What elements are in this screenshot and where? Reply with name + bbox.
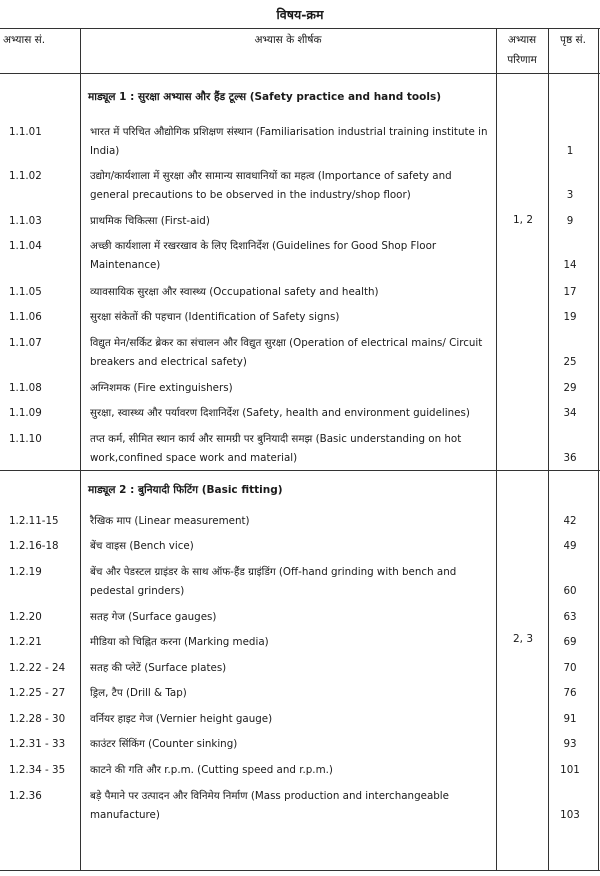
exercise-title: सतह की प्लेटें (Surface plates) <box>90 662 227 674</box>
module-title: माड्यूल 1 : सुरक्षा अभ्यास और हैंड टूल्स (Safety practice and hand tools) <box>88 91 442 103</box>
exercise-title: भारत में परिचित औद्योगिक प्रशिक्षण संस्थान (Familiarisation industrial training institute in India) <box>90 126 488 157</box>
exercise-title: तप्त कर्म, सीमित स्थान कार्य और सामग्री पर बुनियादी समझ (Basic understanding on hot work,confined space work and material) <box>90 433 462 464</box>
exercise-title: विद्युत मेन/सर्किट ब्रेकर का संचालन और विद्युत सुरक्षा (Operation of electrical mains/ Circuit breakers and electrical safety) <box>90 337 483 368</box>
module-outcome: 1, 2 <box>512 214 534 226</box>
exercise-title: अच्छी कार्यशाला में रखरखाव के लिए दिशानिर्देश (Guidelines for Good Shop Floor Maintenance) <box>90 240 437 271</box>
exercise-number: 1.1.06 <box>9 311 42 323</box>
header-title: अभ्यास के शीर्षक <box>254 34 322 46</box>
page-number: 1 <box>566 145 574 157</box>
exercise-title: व्यावसायिक सुरक्षा और स्वास्थ्य (Occupational safety and health) <box>90 286 379 298</box>
exercise-number: 1.2.22 - 24 <box>9 662 66 674</box>
exercise-number: 1.2.31 - 33 <box>9 738 66 750</box>
module-outcome: 2, 3 <box>512 633 534 645</box>
contents-table <box>0 28 600 871</box>
exercise-title: काटने की गति और r.p.m. (Cutting speed and r.p.m.) <box>90 764 333 776</box>
page-number: 101 <box>560 764 580 776</box>
table-bottom-border <box>0 870 600 871</box>
exercise-title: उद्योग/कार्यशाला में सुरक्षा और सामान्य सावधानियों का महत्व (Importance of safety and general precautions to be observed in the industry/shop floor) <box>90 170 452 201</box>
page-number: 17 <box>563 286 577 298</box>
exercise-number: 1.1.04 <box>9 240 42 252</box>
header-divider <box>0 73 600 74</box>
exercise-number: 1.2.25 - 27 <box>9 687 66 699</box>
exercise-title: बड़े पैमाने पर उत्पादन और विनिमेय निर्माण (Mass production and interchangeable manufacture) <box>90 790 449 821</box>
exercise-number: 1.2.11-15 <box>9 515 59 527</box>
page-number: 70 <box>563 662 577 674</box>
exercise-title: बेंच और पेडस्टल ग्राइंडर के साथ ऑफ-हैंड ग्राइंडिंग (Off-hand grinding with bench and pedestal grinders) <box>90 566 457 597</box>
exercise-number: 1.1.10 <box>9 433 42 445</box>
exercise-title: वर्नियर हाइट गेज (Vernier height gauge) <box>90 713 273 725</box>
column-divider <box>496 28 497 871</box>
exercise-title: सुरक्षा संकेतों की पहचान (Identification of Safety signs) <box>90 311 340 323</box>
header-exercise-no: अभ्यास सं. <box>3 34 46 46</box>
table-right-border <box>598 28 599 871</box>
page-number: 93 <box>563 738 577 750</box>
header-page: पृष्ठ सं. <box>560 34 586 46</box>
exercise-number: 1.2.28 - 30 <box>9 713 66 725</box>
exercise-number: 1.2.36 <box>9 790 42 802</box>
page-number: 14 <box>563 259 577 271</box>
module-title: माड्यूल 2 : बुनियादी फिटिंग (Basic fitting) <box>88 484 283 496</box>
exercise-number: 1.1.02 <box>9 170 42 182</box>
exercise-title: सतह गेज (Surface gauges) <box>90 611 217 623</box>
page-number: 34 <box>563 407 577 419</box>
page-number: 36 <box>563 452 577 464</box>
exercise-title: बेंच वाइस (Bench vice) <box>90 540 194 552</box>
exercise-title: सुरक्षा, स्वास्थ्य और पर्यावरण दिशानिर्देश (Safety, health and environment guidelines) <box>90 407 470 419</box>
exercise-number: 1.2.34 - 35 <box>9 764 66 776</box>
page-number: 76 <box>563 687 577 699</box>
exercise-title: प्राथमिक चिकित्सा (First-aid) <box>90 215 210 227</box>
page-number: 69 <box>563 636 577 648</box>
page-number: 60 <box>563 585 577 597</box>
exercise-number: 1.1.03 <box>9 215 42 227</box>
header-outcome: परिणाम <box>507 54 537 66</box>
table-top-border <box>0 28 600 29</box>
page-number: 42 <box>563 515 577 527</box>
exercise-title: मीडिया को चिह्नित करना (Marking media) <box>90 636 269 648</box>
exercise-number: 1.1.01 <box>9 126 42 138</box>
exercise-number: 1.2.19 <box>9 566 42 578</box>
exercise-number: 1.1.05 <box>9 286 42 298</box>
page-number: 3 <box>566 189 574 201</box>
exercise-number: 1.1.08 <box>9 382 42 394</box>
module-divider <box>0 470 600 471</box>
exercise-title: ड्रिल, टैप (Drill & Tap) <box>90 687 187 699</box>
exercise-title: काउंटर सिंकिंग (Counter sinking) <box>90 738 238 750</box>
column-divider <box>80 28 81 871</box>
page-number: 63 <box>563 611 577 623</box>
exercise-number: 1.1.07 <box>9 337 42 349</box>
exercise-title: अग्निशमक (Fire extinguishers) <box>90 382 233 394</box>
exercise-number: 1.1.09 <box>9 407 42 419</box>
exercise-number: 1.2.16-18 <box>9 540 59 552</box>
exercise-number: 1.2.20 <box>9 611 42 623</box>
page-number: 9 <box>566 215 574 227</box>
page-number: 103 <box>560 809 580 821</box>
page-number: 19 <box>563 311 577 323</box>
page-number: 25 <box>563 356 577 368</box>
page-number: 29 <box>563 382 577 394</box>
exercise-title: रैखिक माप (Linear measurement) <box>90 515 250 527</box>
page-number: 49 <box>563 540 577 552</box>
header-outcome: अभ्यास <box>507 34 537 46</box>
page-number: 91 <box>563 713 577 725</box>
page-title: विषय-क्रम <box>276 7 324 22</box>
exercise-number: 1.2.21 <box>9 636 42 648</box>
